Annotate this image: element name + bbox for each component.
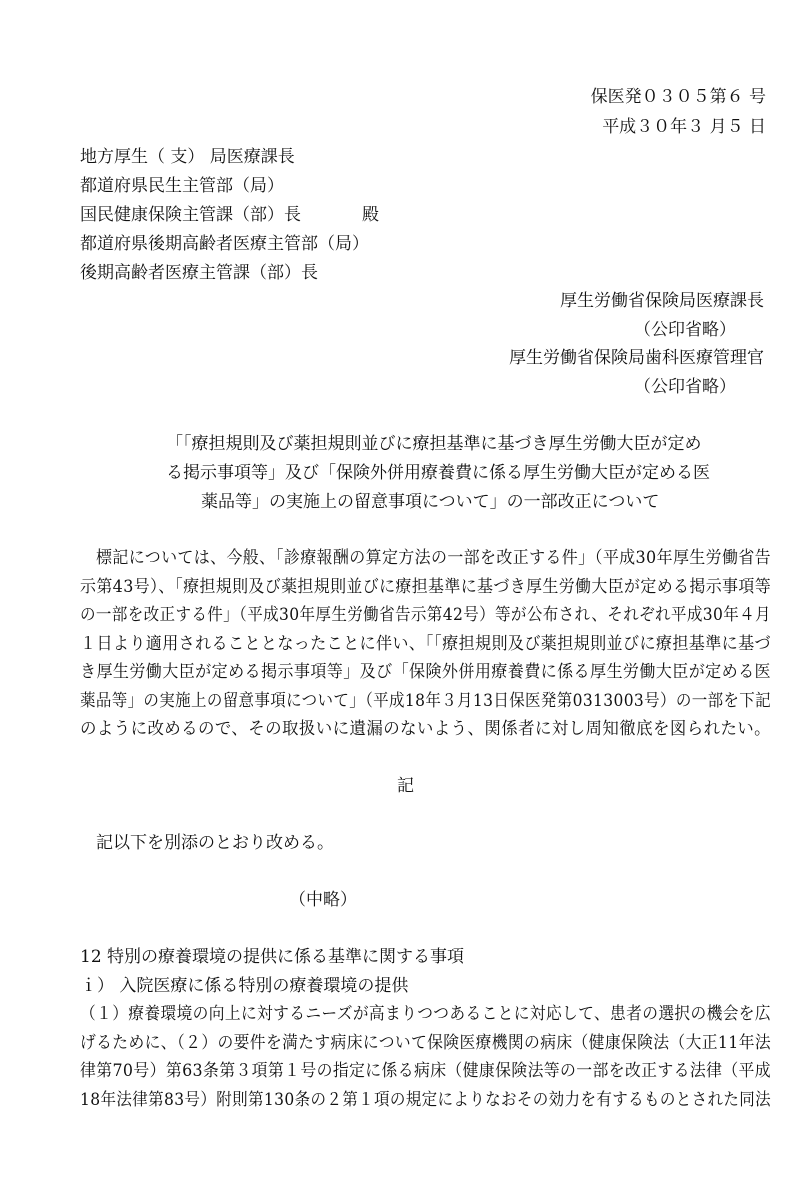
seal-omitted: （公印省略） [634,320,736,340]
title-line: 「「療担規則及び薬担規則並びに療担基準に基づき厚生労働大臣が定め [166,434,702,454]
body-line: のように改めるので、その取扱いに遺漏のないよう、関係者に対し周知徹底を図られたい。 [80,719,772,739]
section-line: 18年法律第83号）附則第130条の２第１項の規定によりなおその効力を有するものとされた同法 [80,1090,772,1110]
seal-omitted: （公印省略） [634,377,736,397]
section-heading: 12 特別の療養環境の提供に係る基準に関する事項 [80,947,465,967]
title-line: る掲示事項等」及び「保険外併用療養費に係る厚生労働大臣が定める医 [166,463,710,483]
honorific: 殿 [362,205,379,225]
addressee-line: 国民健康保険主管課（部）長 [80,205,301,225]
sender-line: 厚生労働省保険局歯科医療管理官 [509,348,764,368]
sender-line: 厚生労働省保険局医療課長 [560,291,764,311]
ki-heading: 記 [397,776,414,796]
body-line: き厚生労働大臣が定める掲示事項等」及び「保険外併用療養費に係る厚生労働大臣が定める医 [80,662,771,682]
addressee-line: 地方厚生（ 支） 局医療課長 [80,147,295,167]
ki-text: 記以下を別添のとおり改める。 [96,833,334,853]
body-line: の一部を改正する件」（平成30年厚生労働省告示第42号）等が公布され、それぞれ平成30年４月 [80,605,771,625]
section-line: 律第70号）第63条第３項第１号の指定に係る病床（健康保険法等の一部を改正する法律（平成 [80,1061,772,1081]
section-subheading: ｉ） 入院医療に係る特別の療養環境の提供 [80,976,409,996]
body-line: 示第43号）、「療担規則及び薬担規則並びに療担基準に基づき厚生労働大臣が定める掲示事項等 [80,577,772,597]
body-line: 標記については、今般、「診療報酬の算定方法の一部を改正する件」（平成30年厚生労働省告 [96,548,772,568]
addressee-line: 後期高齢者医療主管課（部）長 [80,263,318,283]
document-date: 平成３０年３ 月５ 日 [602,117,766,137]
omitted-marker: （中略） [289,890,357,910]
section-line: （１）療養環境の向上に対するニーズが高まりつつあることに対応して、患者の選択の機会を広 [80,1004,771,1024]
section-line: げるために、（２）の要件を満たす病床について保険医療機関の病床（健康保険法（大正11年法 [80,1033,772,1053]
title-line: 薬品等」の実施上の留意事項について」の一部改正について [201,492,660,512]
addressee-line: 都道府県後期高齢者医療主管部（局） [80,234,369,254]
document-number: 保医発０３０５第６ 号 [590,87,766,107]
body-line: 薬品等」の実施上の留意事項について」（平成18年３月13日保医発第0313003号）の一部を下記 [80,691,772,711]
addressee-line: 都道府県民生主管部（局） [80,176,284,196]
body-line: １日より適用されることとなったことに伴い、「「療担規則及び薬担規則並びに療担基準に基づ [80,634,771,654]
